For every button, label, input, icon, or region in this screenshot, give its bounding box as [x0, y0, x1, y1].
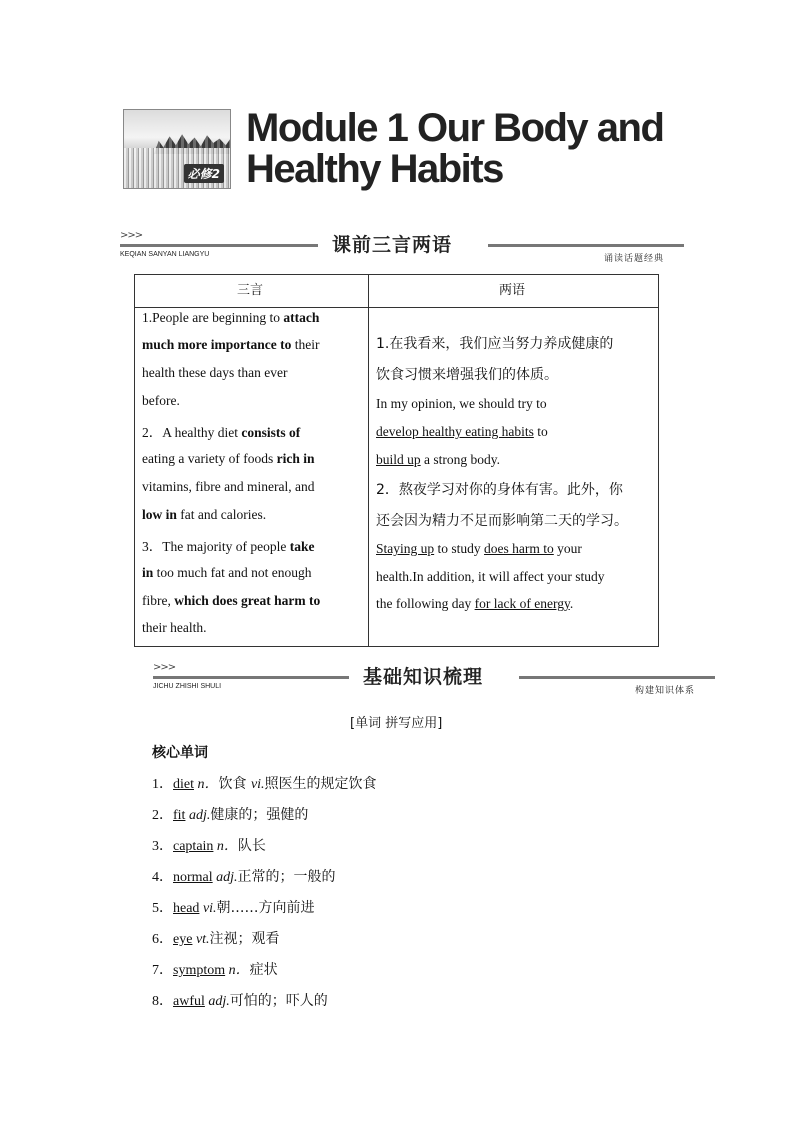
part-of-speech: n． [197, 777, 219, 792]
textbook-badge: 必修2 [184, 164, 224, 183]
section-title: 课前三言两语 [332, 234, 453, 256]
text: health.In addition, it will affect your study [376, 569, 605, 584]
text: 3．The majority of people [142, 539, 290, 554]
list-item [152, 897, 315, 917]
table-header-liangyu: 两语 [499, 283, 526, 298]
section-header-basics [153, 662, 723, 698]
part-of-speech: n． [216, 839, 238, 854]
chinese-sentence: 饮食习惯来增强我们的体质。 [376, 367, 558, 383]
vocab-heading: 核心单词 [152, 745, 208, 761]
text: a strong body. [420, 452, 501, 467]
header-divider [135, 307, 658, 308]
chevrons-icon: >>> [120, 230, 143, 241]
module-title-line-2: Healthy Habits [246, 147, 503, 191]
vocab-word: captain [173, 839, 214, 854]
meaning: 可怕的；吓人的 [229, 993, 328, 1009]
item-number: 6． [152, 932, 173, 947]
vocab-word: fit [173, 808, 186, 823]
module-title-line-1: Module 1 Our Body and [246, 106, 664, 150]
phrase-table [134, 274, 659, 647]
section-subtitle: 构建知识体系 [635, 686, 696, 696]
bold-phrase: consists of [241, 425, 301, 440]
underlined-phrase: Staying up [376, 541, 435, 556]
chinese-sentence: 还会因为精力不足而影响第二天的学习。 [376, 513, 628, 529]
bold-phrase: in [142, 565, 154, 580]
text: before. [142, 393, 180, 408]
vocab-word: head [173, 901, 200, 916]
text: 2．A healthy diet [142, 425, 242, 440]
part-of-speech: adj. [216, 870, 238, 885]
divider-line [153, 676, 349, 679]
chevrons-icon: >>> [153, 662, 176, 673]
section-pinyin: KEQIAN SANYAN LIANGYU [120, 251, 210, 258]
text: vitamins, fibre and mineral, and [142, 479, 315, 494]
underlined-phrase: for lack of energy [474, 596, 570, 611]
meaning: 饮食 [218, 776, 251, 792]
section-pinyin: JICHU ZHISHI SHULI [153, 683, 222, 690]
part-of-speech: adj. [208, 994, 230, 1009]
exercise-tag: [单词 拼写应用] [350, 716, 443, 731]
text: In my opinion, we should try to [376, 396, 547, 411]
text: fibre, [142, 593, 175, 608]
bold-phrase: rich in [276, 451, 315, 466]
part-of-speech: vi. [202, 901, 217, 916]
bold-phrase: low in [142, 507, 177, 522]
divider-line [488, 244, 684, 247]
module-title [246, 108, 746, 190]
text: eating a variety of foods [142, 451, 277, 466]
list-item [152, 773, 377, 793]
bold-phrase: attach [283, 310, 320, 325]
text: . [569, 596, 574, 611]
item-number: 5． [152, 901, 173, 916]
text: their health. [142, 620, 207, 635]
text: fat and calories. [176, 507, 267, 522]
item-number: 7． [152, 963, 173, 978]
section-title: 基础知识梳理 [363, 666, 484, 688]
chinese-sentence: 2．熬夜学习对你的身体有害。此外，你 [376, 482, 623, 498]
section-header-preview [120, 230, 720, 266]
list-item [152, 835, 266, 855]
meaning: 注视；观看 [209, 931, 280, 947]
vocab-word: eye [173, 932, 193, 947]
item-number: 8． [152, 994, 173, 1009]
meaning: 照医生的规定饮食 [264, 776, 377, 792]
list-item [152, 928, 280, 948]
chinese-sentence: 1.在我看来，我们应当努力养成健康的 [376, 336, 614, 352]
text: the following day [376, 596, 475, 611]
text: health these days than ever [142, 365, 288, 380]
divider-line [120, 244, 318, 247]
item-number: 4． [152, 870, 173, 885]
item-number: 3． [152, 839, 173, 854]
vocab-word: awful [173, 994, 205, 1009]
text: 1.People are beginning to [142, 310, 284, 325]
meaning: 队长 [237, 838, 266, 854]
column-divider [368, 275, 369, 646]
vocab-word: symptom [173, 963, 226, 978]
meaning: 正常的；一般的 [237, 869, 336, 885]
bold-phrase: much more importance to [142, 337, 292, 352]
table-header-sanyan: 三言 [237, 283, 264, 298]
vocab-word: normal [173, 870, 213, 885]
item-number: 1． [152, 777, 173, 792]
bold-phrase: take [289, 539, 315, 554]
vocab-word: diet [173, 777, 194, 792]
list-item [152, 866, 336, 886]
part-of-speech: adj. [188, 808, 211, 823]
part-of-speech: vi. [250, 777, 265, 792]
meaning: 朝……方向前进 [216, 900, 315, 916]
meaning: 症状 [249, 962, 278, 978]
section-subtitle: 诵读话题经典 [604, 254, 665, 264]
text: to [533, 424, 548, 439]
text: too much fat and not enough [153, 565, 312, 580]
module-cover-image [123, 109, 231, 189]
meaning: 健康的；强健的 [210, 807, 309, 823]
text: to study [434, 541, 485, 556]
list-item [152, 804, 308, 824]
underlined-phrase: does harm to [484, 541, 554, 556]
divider-line [519, 676, 715, 679]
text: their [291, 337, 320, 352]
part-of-speech: vt. [195, 932, 210, 947]
underlined-phrase: build up [376, 452, 421, 467]
list-item [152, 959, 278, 979]
part-of-speech: n． [228, 963, 250, 978]
list-item [152, 990, 328, 1010]
bold-phrase: which does great harm to [174, 593, 321, 608]
item-number: 2． [152, 808, 173, 823]
text: your [553, 541, 582, 556]
underlined-phrase: develop healthy eating habits [376, 424, 534, 439]
